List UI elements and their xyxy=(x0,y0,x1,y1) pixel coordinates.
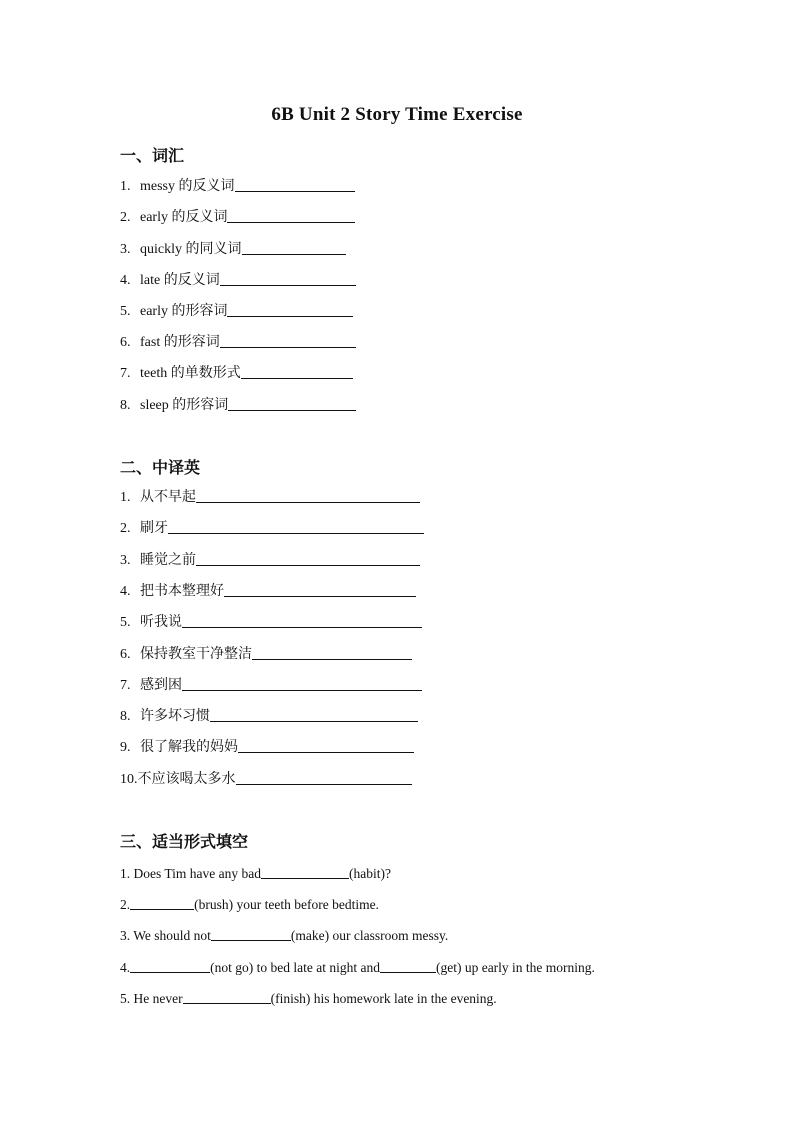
answer-blank[interactable] xyxy=(228,394,356,411)
section-heading-fill-in: 三、适当形式填空 xyxy=(120,832,249,851)
item-number: 4. xyxy=(120,584,131,599)
item-text: late 的反义词 xyxy=(140,273,220,288)
answer-blank[interactable] xyxy=(236,768,412,785)
item-number: 3. xyxy=(120,242,131,257)
item-text: messy 的反义词 xyxy=(140,179,235,194)
answer-blank[interactable] xyxy=(227,300,353,317)
sentence-text: 2. xyxy=(120,897,131,912)
list-item xyxy=(120,204,355,226)
item-number: 7. xyxy=(120,678,131,693)
sentence-text: (make) our classroom messy. xyxy=(290,928,449,943)
item-text: quickly 的同义词 xyxy=(140,242,242,257)
answer-blank[interactable] xyxy=(196,549,420,566)
list-item xyxy=(120,329,356,351)
sentence-text: 3. We should not xyxy=(120,928,211,943)
list-item xyxy=(120,860,391,882)
item-number: 6. xyxy=(120,335,131,350)
item-text: fast 的形容词 xyxy=(140,335,220,350)
list-item xyxy=(120,173,355,195)
answer-blank[interactable] xyxy=(196,486,420,503)
list-item xyxy=(120,609,422,631)
sentence-text: 5. He never xyxy=(120,991,183,1006)
answer-blank[interactable] xyxy=(227,206,355,223)
answer-blank[interactable] xyxy=(210,705,418,722)
list-item xyxy=(120,672,422,694)
item-number: 5. xyxy=(120,304,131,319)
item-text: 保持教室干净整洁 xyxy=(140,647,252,662)
sentence-text: (not go) to bed late at night and xyxy=(210,960,380,975)
list-item xyxy=(120,298,353,320)
answer-blank[interactable] xyxy=(238,736,414,753)
item-text: 许多坏习惯 xyxy=(140,709,210,724)
list-item xyxy=(120,891,379,913)
item-number: 3. xyxy=(120,553,131,568)
list-item xyxy=(120,734,414,756)
section-heading-vocabulary: 一、词汇 xyxy=(120,146,185,165)
answer-blank[interactable] xyxy=(168,517,424,534)
item-text: early 的形容词 xyxy=(140,304,228,319)
item-number: 2. xyxy=(120,521,131,536)
answer-blank[interactable] xyxy=(235,175,355,192)
answer-blank[interactable] xyxy=(183,987,271,1004)
item-number: 8. xyxy=(120,398,131,413)
item-text: teeth 的单数形式 xyxy=(140,366,241,381)
list-item xyxy=(120,547,420,569)
item-number: 1. xyxy=(120,490,131,505)
item-number: 7. xyxy=(120,366,131,381)
item-number: 10. xyxy=(120,772,138,787)
item-number: 8. xyxy=(120,709,131,724)
list-item xyxy=(120,267,356,289)
list-item xyxy=(120,922,448,944)
item-text: 不应该喝太多水 xyxy=(137,772,236,787)
answer-blank[interactable] xyxy=(261,862,349,879)
list-item xyxy=(120,641,412,663)
item-text: 听我说 xyxy=(140,615,182,630)
item-text: 睡觉之前 xyxy=(140,553,196,568)
item-number: 4. xyxy=(120,273,131,288)
item-number: 6. xyxy=(120,647,131,662)
list-item xyxy=(120,703,418,725)
sentence-text: 1. Does Tim have any bad xyxy=(120,866,261,881)
item-number: 1. xyxy=(120,179,131,194)
item-number: 9. xyxy=(120,740,131,755)
answer-blank[interactable] xyxy=(211,924,291,941)
answer-blank[interactable] xyxy=(220,269,356,286)
list-item xyxy=(120,985,497,1007)
item-number: 5. xyxy=(120,615,131,630)
list-item xyxy=(120,515,424,537)
list-item xyxy=(120,954,595,976)
item-text: 从不早起 xyxy=(140,490,196,505)
sentence-text: (get) up early in the morning. xyxy=(435,960,595,975)
answer-blank[interactable] xyxy=(182,611,422,628)
answer-blank[interactable] xyxy=(380,956,436,973)
sentence-text: (brush) your teeth before bedtime. xyxy=(194,897,379,912)
list-item xyxy=(120,236,346,258)
answer-blank[interactable] xyxy=(224,580,416,597)
answer-blank[interactable] xyxy=(241,362,353,379)
sentence-text: 4. xyxy=(120,960,131,975)
item-number: 2. xyxy=(120,210,131,225)
section-heading-translation: 二、中译英 xyxy=(120,458,201,477)
list-item xyxy=(120,766,412,788)
item-text: 把书本整理好 xyxy=(140,584,224,599)
list-item xyxy=(120,484,420,506)
answer-blank[interactable] xyxy=(252,643,412,660)
item-text: early 的反义词 xyxy=(140,210,228,225)
list-item xyxy=(120,578,416,600)
list-item xyxy=(120,360,353,382)
item-text: 刷牙 xyxy=(140,521,168,536)
answer-blank[interactable] xyxy=(130,956,210,973)
answer-blank[interactable] xyxy=(242,238,346,255)
answer-blank[interactable] xyxy=(220,331,356,348)
page-title: 6B Unit 2 Story Time Exercise xyxy=(271,104,523,125)
sentence-text: (finish) his homework late in the evening. xyxy=(270,991,497,1006)
answer-blank[interactable] xyxy=(130,893,194,910)
list-item xyxy=(120,392,356,414)
sentence-text: (habit)? xyxy=(349,866,391,881)
item-text: sleep 的形容词 xyxy=(140,398,229,413)
answer-blank[interactable] xyxy=(182,674,422,691)
item-text: 很了解我的妈妈 xyxy=(140,740,238,755)
item-text: 感到困 xyxy=(140,678,182,693)
